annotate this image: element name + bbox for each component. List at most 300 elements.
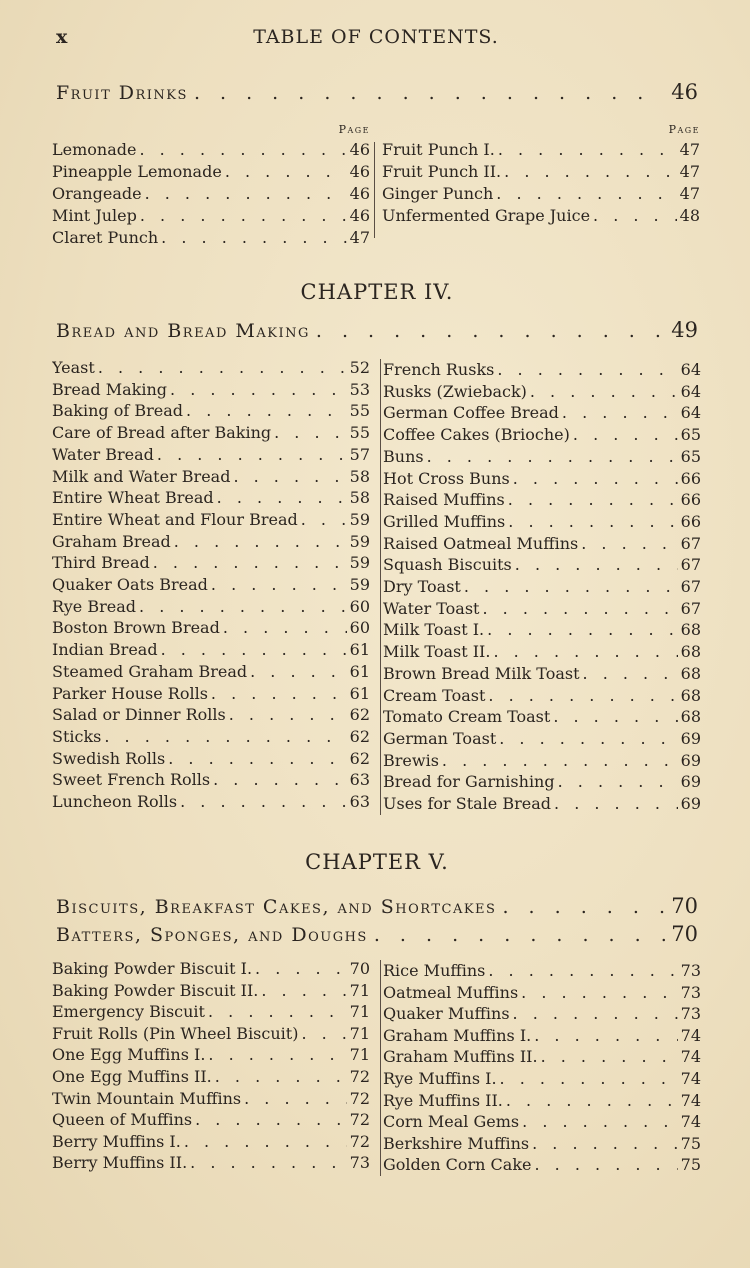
entry-title: German Toast [383, 728, 497, 748]
toc-entry [52, 379, 370, 401]
leader-dots [301, 509, 347, 531]
toc-entry [52, 791, 370, 813]
toc-entry [383, 1046, 701, 1068]
toc-entry [383, 1068, 701, 1090]
bread-right-column [380, 359, 701, 815]
entry-page: 71 [349, 980, 370, 1000]
entry-title: Oatmeal Muffins [383, 982, 519, 1002]
entry-title: One Egg Muffins I. [52, 1045, 206, 1065]
entry-title: Quaker Oats Bread [52, 575, 208, 595]
toc-entry [383, 424, 701, 446]
section-title: Biscuits, Breakfast Cakes, and Shortcakes [56, 896, 497, 918]
entry-page: 71 [349, 1045, 370, 1065]
entry-title: Fruit Punch I. [382, 140, 495, 159]
toc-entry [382, 205, 700, 227]
leader-dots [98, 357, 347, 379]
entry-page: 74 [680, 1068, 701, 1088]
entry-page: 61 [349, 640, 370, 660]
entry-title: Brown Bread Milk Toast [383, 663, 580, 683]
entry-title: Third Bread [52, 553, 150, 573]
entry-title: Squash Biscuits [383, 555, 512, 575]
entry-title: Swedish Rolls [52, 748, 166, 768]
entry-title: Rice Muffins [383, 961, 486, 980]
entry-page: 65 [680, 425, 701, 445]
entry-title: Care of Bread after Baking [52, 423, 272, 443]
entry-page: 68 [680, 685, 701, 705]
entry-title: Milk Toast II. [383, 642, 491, 662]
page-column-label: Page [668, 123, 700, 136]
section-title: Bread and Bread Making [56, 320, 310, 342]
toc-entry [383, 1111, 701, 1133]
toc-entry [52, 683, 370, 705]
toc-entry [52, 509, 370, 531]
entry-page: 46 [349, 206, 370, 225]
leader-dots [504, 161, 677, 183]
leader-dots [515, 554, 678, 576]
leader-dots [534, 1025, 677, 1047]
entry-page: 69 [680, 772, 701, 792]
toc-entry [52, 704, 370, 726]
leader-dots [581, 533, 677, 555]
leader-dots [508, 511, 677, 533]
entry-page: 74 [680, 1025, 701, 1045]
entry-page: 66 [680, 468, 701, 488]
toc-entry [52, 487, 370, 509]
entry-title: Graham Muffins II. [383, 1047, 538, 1067]
page-header [56, 26, 696, 56]
entry-title: Entire Wheat and Flour Bread [52, 509, 298, 529]
toc-entry [383, 685, 701, 707]
entry-title: Golden Corn Cake [383, 1155, 532, 1175]
entry-page: 75 [680, 1133, 701, 1153]
entry-title: Bread Making [52, 379, 168, 399]
toc-entry [52, 183, 370, 205]
toc-entry [52, 769, 370, 791]
entry-title: Mint Julep [52, 206, 137, 225]
entry-title: Fruit Punch II. [382, 162, 502, 181]
entry-page: 55 [349, 423, 370, 443]
leader-dots [562, 402, 678, 424]
entry-page: 64 [680, 381, 701, 401]
section-biscuits [56, 894, 698, 918]
biscuits-left-column [52, 958, 370, 1174]
entry-title: Bread for Garnishing [383, 772, 555, 792]
entry-title: Fruit Rolls (Pin Wheel Biscuit) [52, 1023, 299, 1043]
entry-page: 74 [680, 1047, 701, 1067]
toc-entry [383, 554, 701, 576]
entry-title: Pineapple Lemonade [52, 162, 222, 181]
toc-entry [52, 227, 370, 249]
toc-entry [383, 750, 701, 772]
entry-title: Yeast [52, 358, 95, 377]
entry-page: 72 [349, 1110, 370, 1130]
toc-entry [382, 183, 700, 205]
entry-page: 64 [680, 403, 701, 423]
toc-entry [52, 357, 370, 379]
entry-title: Berry Muffins I. [52, 1131, 181, 1151]
section-batters [56, 922, 698, 946]
leader-dots [223, 617, 347, 639]
leader-dots [513, 468, 678, 490]
toc-entry [383, 982, 701, 1004]
entry-page: 69 [680, 728, 701, 748]
toc-entry [52, 596, 370, 618]
toc-entry [383, 359, 701, 381]
entry-title: French Rusks [383, 360, 495, 379]
leader-dots [487, 619, 678, 641]
entry-page: 52 [349, 358, 370, 377]
fruit-drinks-right-column [380, 121, 700, 227]
entry-title: Grilled Muffins [383, 511, 506, 531]
leader-dots [161, 639, 347, 661]
entry-title: Ginger Punch [382, 184, 494, 203]
toc-entry [383, 468, 701, 490]
entry-page: 57 [349, 444, 370, 464]
toc-entry [52, 1109, 370, 1131]
leader-dots [233, 466, 346, 488]
leader-dots [153, 552, 347, 574]
entry-title: Sticks [52, 726, 102, 746]
entry-page: 46 [349, 140, 370, 159]
toc-entry [52, 1066, 370, 1088]
entry-title: Lemonade [52, 140, 137, 159]
leader-dots [215, 1066, 347, 1088]
toc-entry [383, 381, 701, 403]
entry-title: Salad or Dinner Rolls [52, 705, 226, 725]
leader-dots [157, 444, 347, 466]
chapter-heading: CHAPTER V. [305, 850, 449, 874]
entry-page: 61 [349, 661, 370, 681]
leader-dots [499, 728, 677, 750]
entry-title: Baking Powder Biscuit II. [52, 980, 259, 1000]
chapter-heading: CHAPTER IV. [300, 280, 454, 304]
toc-entry [52, 726, 370, 748]
entry-page: 71 [349, 1023, 370, 1043]
leader-dots [464, 576, 678, 598]
toc-entry [52, 1044, 370, 1066]
entry-title: Milk and Water Bread [52, 466, 231, 486]
leader-dots [530, 381, 678, 403]
toc-entry [52, 958, 370, 980]
entry-page: 46 [349, 162, 370, 181]
toc-entry [383, 402, 701, 424]
leader-dots [229, 704, 347, 726]
entry-page: 71 [349, 1002, 370, 1022]
leader-dots [225, 161, 347, 183]
entry-title: Berkshire Muffins [383, 1133, 530, 1153]
toc-entry [52, 161, 370, 183]
leader-dots [184, 1131, 347, 1153]
entry-page: 47 [679, 184, 700, 203]
leader-dots [573, 424, 678, 446]
entry-title: Entire Wheat Bread [52, 488, 214, 508]
entry-title: Queen of Muffins [52, 1110, 193, 1130]
toc-entry [52, 1088, 370, 1110]
leader-dots [174, 531, 347, 553]
leader-dots [211, 683, 347, 705]
entry-title: German Coffee Bread [383, 403, 559, 423]
entry-title: Berry Muffins II. [52, 1153, 188, 1173]
section-title: Fruit Drinks [56, 82, 188, 104]
entry-page: 62 [349, 726, 370, 746]
toc-entry [383, 619, 701, 641]
leader-dots [194, 82, 665, 104]
entry-page: 59 [349, 575, 370, 595]
leader-dots [498, 139, 677, 161]
entry-page: 69 [680, 794, 701, 814]
toc-entry [383, 511, 701, 533]
entry-title: Unfermented Grape Juice [382, 206, 591, 225]
entry-title: Water Bread [52, 444, 154, 464]
leader-dots [274, 422, 347, 444]
entry-title: Sweet French Rolls [52, 770, 211, 790]
entry-title: Luncheon Rolls [52, 792, 178, 812]
entry-title: Cream Toast [383, 685, 486, 705]
toc-entry [383, 1154, 701, 1176]
entry-title: Parker House Rolls [52, 683, 208, 703]
toc-entry [52, 1001, 370, 1023]
toc-entry [383, 771, 701, 793]
entry-title: Uses for Stale Bread [383, 794, 552, 814]
entry-title: Rusks (Zwieback) [383, 381, 527, 401]
leader-dots [593, 205, 677, 227]
toc-entry [383, 446, 701, 468]
toc-entry [52, 422, 370, 444]
entry-title: Steamed Graham Bread [52, 661, 248, 681]
entry-title: Rye Muffins I. [383, 1068, 497, 1088]
leader-dots [217, 487, 347, 509]
entry-title: Graham Bread [52, 531, 171, 551]
entry-page: 63 [349, 770, 370, 790]
toc-entry [383, 960, 701, 982]
section-page: 70 [671, 922, 698, 946]
entry-page: 68 [680, 707, 701, 727]
entry-title: Emergency Biscuit [52, 1002, 205, 1022]
toc-entry [52, 400, 370, 422]
toc-entry [52, 1023, 370, 1045]
entry-page: 62 [349, 748, 370, 768]
leader-dots [535, 1154, 678, 1176]
entry-page: 67 [680, 598, 701, 618]
leader-dots [104, 726, 346, 748]
toc-entry [52, 661, 370, 683]
entry-title: Baking of Bread [52, 401, 184, 421]
toc-entry [52, 444, 370, 466]
entry-page: 47 [679, 162, 700, 181]
entry-page: 74 [680, 1112, 701, 1132]
leader-dots [558, 771, 678, 793]
leader-dots [493, 641, 677, 663]
leader-dots [170, 379, 347, 401]
leader-dots [513, 1003, 678, 1025]
entry-page: 68 [680, 620, 701, 640]
bread-left-column [52, 357, 370, 813]
toc-entry [52, 980, 370, 1002]
entry-page: 47 [679, 140, 700, 159]
entry-title: Claret Punch [52, 228, 159, 247]
entry-page: 46 [349, 184, 370, 203]
entry-page: 75 [680, 1155, 701, 1175]
entry-page: 59 [349, 531, 370, 551]
toc-entry [383, 533, 701, 555]
leader-dots [190, 1152, 346, 1174]
entry-title: Raised Muffins [383, 490, 505, 510]
entry-title: Quaker Muffins [383, 1004, 510, 1024]
entry-page: 58 [349, 466, 370, 486]
entry-page: 58 [349, 488, 370, 508]
leader-dots [186, 400, 347, 422]
fruit-drinks-left-column [52, 121, 370, 249]
leader-dots [521, 982, 677, 1004]
toc-entry [383, 1090, 701, 1112]
leader-dots [553, 706, 677, 728]
leader-dots [488, 685, 677, 707]
section-title: Batters, Sponges, and Doughs [56, 924, 368, 946]
page-number-roman: x [56, 26, 68, 48]
toc-entry [383, 663, 701, 685]
leader-dots [506, 1090, 678, 1112]
biscuits-right-column [380, 960, 701, 1176]
toc-entry [383, 706, 701, 728]
entry-page: 66 [680, 511, 701, 531]
toc-entry [52, 574, 370, 596]
entry-page: 68 [680, 642, 701, 662]
toc-entry [52, 531, 370, 553]
page-title: TABLE OF CONTENTS. [253, 26, 499, 48]
leader-dots [211, 574, 347, 596]
entry-page: 73 [680, 982, 701, 1002]
entry-title: Coffee Cakes (Brioche) [383, 425, 570, 445]
leader-dots [482, 598, 677, 620]
entry-page: 74 [680, 1090, 701, 1110]
leader-dots [180, 791, 347, 813]
entry-title: One Egg Muffins II. [52, 1066, 212, 1086]
toc-entry [52, 1131, 370, 1153]
entry-title: Dry Toast [383, 577, 461, 597]
leader-dots [497, 359, 677, 381]
leader-dots [541, 1046, 678, 1068]
leader-dots [522, 1111, 678, 1133]
entry-page: 73 [680, 1004, 701, 1024]
toc-entry [52, 139, 370, 161]
leader-dots [139, 139, 346, 161]
toc-entry [383, 1025, 701, 1047]
toc-entry [383, 1003, 701, 1025]
entry-page: 72 [349, 1131, 370, 1151]
entry-page: 72 [349, 1088, 370, 1108]
toc-entry [383, 576, 701, 598]
entry-page: 59 [349, 509, 370, 529]
leader-dots [496, 183, 676, 205]
entry-page: 68 [680, 663, 701, 683]
leader-dots [213, 769, 347, 791]
leader-dots [374, 924, 665, 946]
toc-entry [383, 598, 701, 620]
toc-entry [383, 793, 701, 815]
toc-entry [52, 552, 370, 574]
leader-dots [195, 1109, 347, 1131]
leader-dots [255, 958, 347, 980]
entry-page: 73 [680, 961, 701, 980]
entry-page: 65 [680, 446, 701, 466]
leader-dots [244, 1088, 347, 1110]
column-divider [374, 142, 375, 238]
leader-dots [502, 896, 665, 918]
entry-title: Indian Bread [52, 640, 158, 660]
leader-dots [583, 663, 678, 685]
toc-entry [52, 1152, 370, 1174]
leader-dots [532, 1133, 678, 1155]
leader-dots [145, 183, 347, 205]
entry-title: Corn Meal Gems [383, 1112, 520, 1132]
entry-page: 60 [349, 596, 370, 616]
leader-dots [500, 1068, 678, 1090]
entry-title: Boston Brown Bread [52, 618, 220, 638]
toc-entry [52, 466, 370, 488]
entry-title: Raised Oatmeal Muffins [383, 533, 579, 553]
section-page: 46 [671, 80, 698, 104]
leader-dots [427, 446, 678, 468]
leader-dots [508, 489, 678, 511]
entry-page: 66 [680, 490, 701, 510]
leader-dots [208, 1044, 346, 1066]
entry-page: 70 [349, 959, 370, 978]
leader-dots [554, 793, 678, 815]
leader-dots [488, 960, 677, 982]
leader-dots [208, 1001, 347, 1023]
entry-page: 67 [680, 555, 701, 575]
entry-page: 64 [680, 360, 701, 379]
entry-page: 72 [349, 1066, 370, 1086]
leader-dots [139, 596, 347, 618]
toc-entry [52, 205, 370, 227]
entry-title: Tomato Cream Toast [383, 707, 551, 727]
toc-entry [383, 641, 701, 663]
toc-entry [52, 748, 370, 770]
entry-page: 62 [349, 705, 370, 725]
section-page: 49 [671, 318, 698, 342]
leader-dots [140, 205, 347, 227]
entry-title: Rye Muffins II. [383, 1090, 503, 1110]
toc-entry [382, 139, 700, 161]
entry-page: 59 [349, 553, 370, 573]
entry-page: 67 [680, 577, 701, 597]
entry-page: 63 [349, 792, 370, 812]
entry-title: Buns [383, 446, 424, 466]
entry-title: Brewis [383, 750, 439, 770]
entry-title: Orangeade [52, 184, 142, 203]
section-bread [56, 318, 698, 342]
entry-title: Rye Bread [52, 596, 137, 616]
entry-page: 48 [679, 206, 700, 225]
entry-page: 55 [349, 401, 370, 421]
section-fruit-drinks [56, 80, 698, 104]
entry-page: 73 [349, 1153, 370, 1173]
toc-entry [382, 161, 700, 183]
entry-title: Baking Powder Biscuit I. [52, 959, 253, 978]
entry-title: Milk Toast I. [383, 620, 485, 640]
entry-page: 47 [349, 228, 370, 247]
leader-dots [301, 1023, 346, 1045]
leader-dots [250, 661, 347, 683]
toc-entry [383, 489, 701, 511]
entry-title: Hot Cross Buns [383, 468, 510, 488]
entry-title: Water Toast [383, 598, 480, 618]
toc-entry [52, 617, 370, 639]
entry-page: 60 [349, 618, 370, 638]
entry-title: Graham Muffins I. [383, 1025, 532, 1045]
leader-dots [168, 748, 346, 770]
